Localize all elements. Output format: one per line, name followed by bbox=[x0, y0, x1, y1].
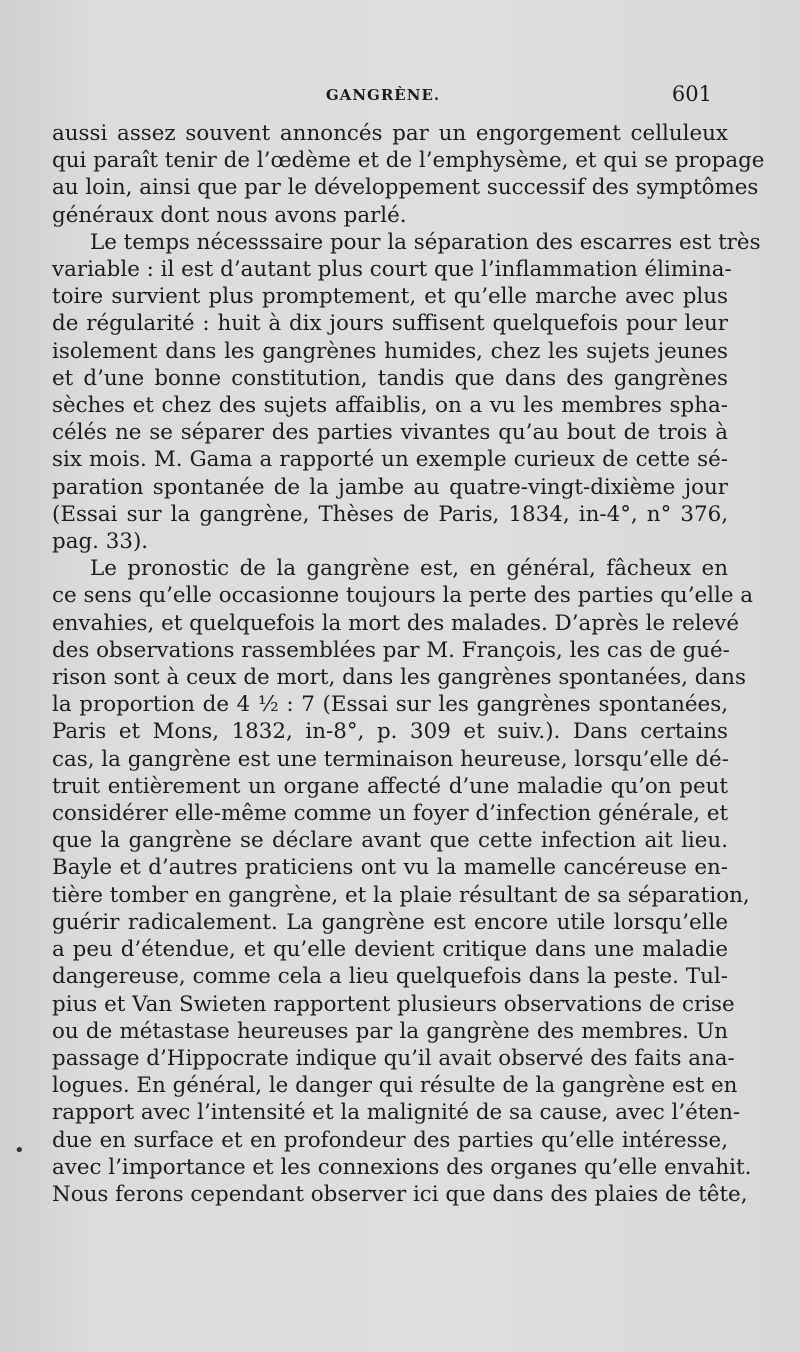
text-line: toire survient plus promptement, et qu’elle marche avec plus bbox=[52, 284, 728, 310]
text-line: considérer elle-même comme un foyer d’infection générale, et bbox=[52, 801, 729, 827]
text-line: et d’une bonne constitution, tandis que dans des gangrènes bbox=[52, 365, 728, 391]
paragraph-start-line: Le temps nécesssaire pour la séparation des escarres est très bbox=[90, 229, 761, 255]
text-line: des observations rassemblées par M. François, les cas de gué- bbox=[52, 637, 730, 663]
text-line: Paris et Mons, 1832, in-8°, p. 309 et suiv.). Dans certains bbox=[52, 719, 728, 745]
text-line: pius et Van Swieten rapportent plusieurs observations de crise bbox=[52, 991, 735, 1017]
text-line: ou de métastase heureuses par la gangrène des membres. Un bbox=[52, 1018, 728, 1044]
text-line: guérir radicalement. La gangrène est encore utile lorsqu’elle bbox=[52, 909, 728, 935]
text-line: variable : il est d’autant plus court que l’inflammation élimina- bbox=[52, 257, 732, 283]
text-line: sèches et chez des sujets affaiblis, on a vu les membres spha- bbox=[52, 393, 728, 419]
text-line: logues. En général, le danger qui résulte de la gangrène est en bbox=[52, 1073, 738, 1099]
text-line: ce sens qu’elle occasionne toujours la perte des parties qu’elle a bbox=[52, 583, 754, 609]
text-line: (Essai sur la gangrène, Thèses de Paris, 1834, in-4°, n° 376, bbox=[52, 501, 728, 527]
text-line: qui paraît tenir de l’œdème et de l’emphysème, et qui se propage bbox=[52, 148, 765, 174]
text-line: due en surface et en profondeur des parties qu’elle intéresse, bbox=[52, 1127, 728, 1153]
body-text bbox=[52, 120, 765, 1208]
text-line: cas, la gangrène est une terminaison heureuse, lorsqu’elle dé- bbox=[52, 746, 729, 772]
text-line: avec l’importance et les connexions des organes qu’elle envahit. bbox=[52, 1154, 752, 1180]
text-line: que la gangrène se déclare avant que cette infection ait lieu. bbox=[52, 828, 728, 854]
text-line: tière tomber en gangrène, et la plaie résultant de sa séparation, bbox=[52, 882, 750, 908]
text-line: passage d’Hippocrate indique qu’il avait observé des faits ana- bbox=[52, 1045, 735, 1071]
text-line: truit entièrement un organe affecté d’une maladie qu’on peut bbox=[52, 773, 728, 799]
text-line: de régularité : huit à dix jours suffisent quelquefois pour leur bbox=[52, 311, 728, 337]
text-line: dangereuse, comme cela a lieu quelquefois dans la peste. Tul- bbox=[52, 964, 728, 990]
running-head: GANGRÈNE. bbox=[325, 86, 441, 104]
text-line: six mois. M. Gama a rapporté un exemple curieux de cette sé- bbox=[52, 447, 728, 473]
text-line: Bayle et d’autres praticiens ont vu la mamelle cancéreuse en- bbox=[52, 855, 728, 881]
text-line: a peu d’étendue, et qu’elle devient critique dans une maladie bbox=[52, 937, 728, 963]
text-line: au loin, ainsi que par le développement successif des symptômes bbox=[52, 175, 759, 201]
text-line: célés ne se séparer des parties vivantes qu’au bout de trois à bbox=[52, 420, 728, 446]
text-line: paration spontanée de la jambe au quatre-vingt-dixième jour bbox=[52, 474, 728, 500]
text-line: généraux dont nous avons parlé. bbox=[52, 202, 407, 228]
text-line: aussi assez souvent annoncés par un engorgement celluleux bbox=[52, 121, 728, 146]
text-line: pag. 33). bbox=[52, 529, 149, 555]
margin-dot-icon: • bbox=[14, 1140, 25, 1161]
text-line: rapport avec l’intensité et la malignité de sa cause, avec l’éten- bbox=[52, 1100, 741, 1126]
text-line: la proportion de 4 ½ : 7 (Essai sur les gangrènes spontanées, bbox=[52, 692, 728, 718]
page-number: 601 bbox=[671, 82, 712, 106]
text-line: envahies, et quelquefois la mort des malades. D’après le relevé bbox=[52, 610, 740, 636]
text-line: isolement dans les gangrènes humides, chez les sujets jeunes bbox=[52, 338, 728, 364]
page-header bbox=[54, 82, 712, 114]
paragraph-start-line: Le pronostic de la gangrène est, en général, fâcheux en bbox=[90, 556, 728, 582]
text-line: Nous ferons cependant observer ici que dans des plaies de tête, bbox=[52, 1181, 748, 1207]
text-line: rison sont à ceux de mort, dans les gangrènes spontanées, dans bbox=[52, 665, 746, 691]
